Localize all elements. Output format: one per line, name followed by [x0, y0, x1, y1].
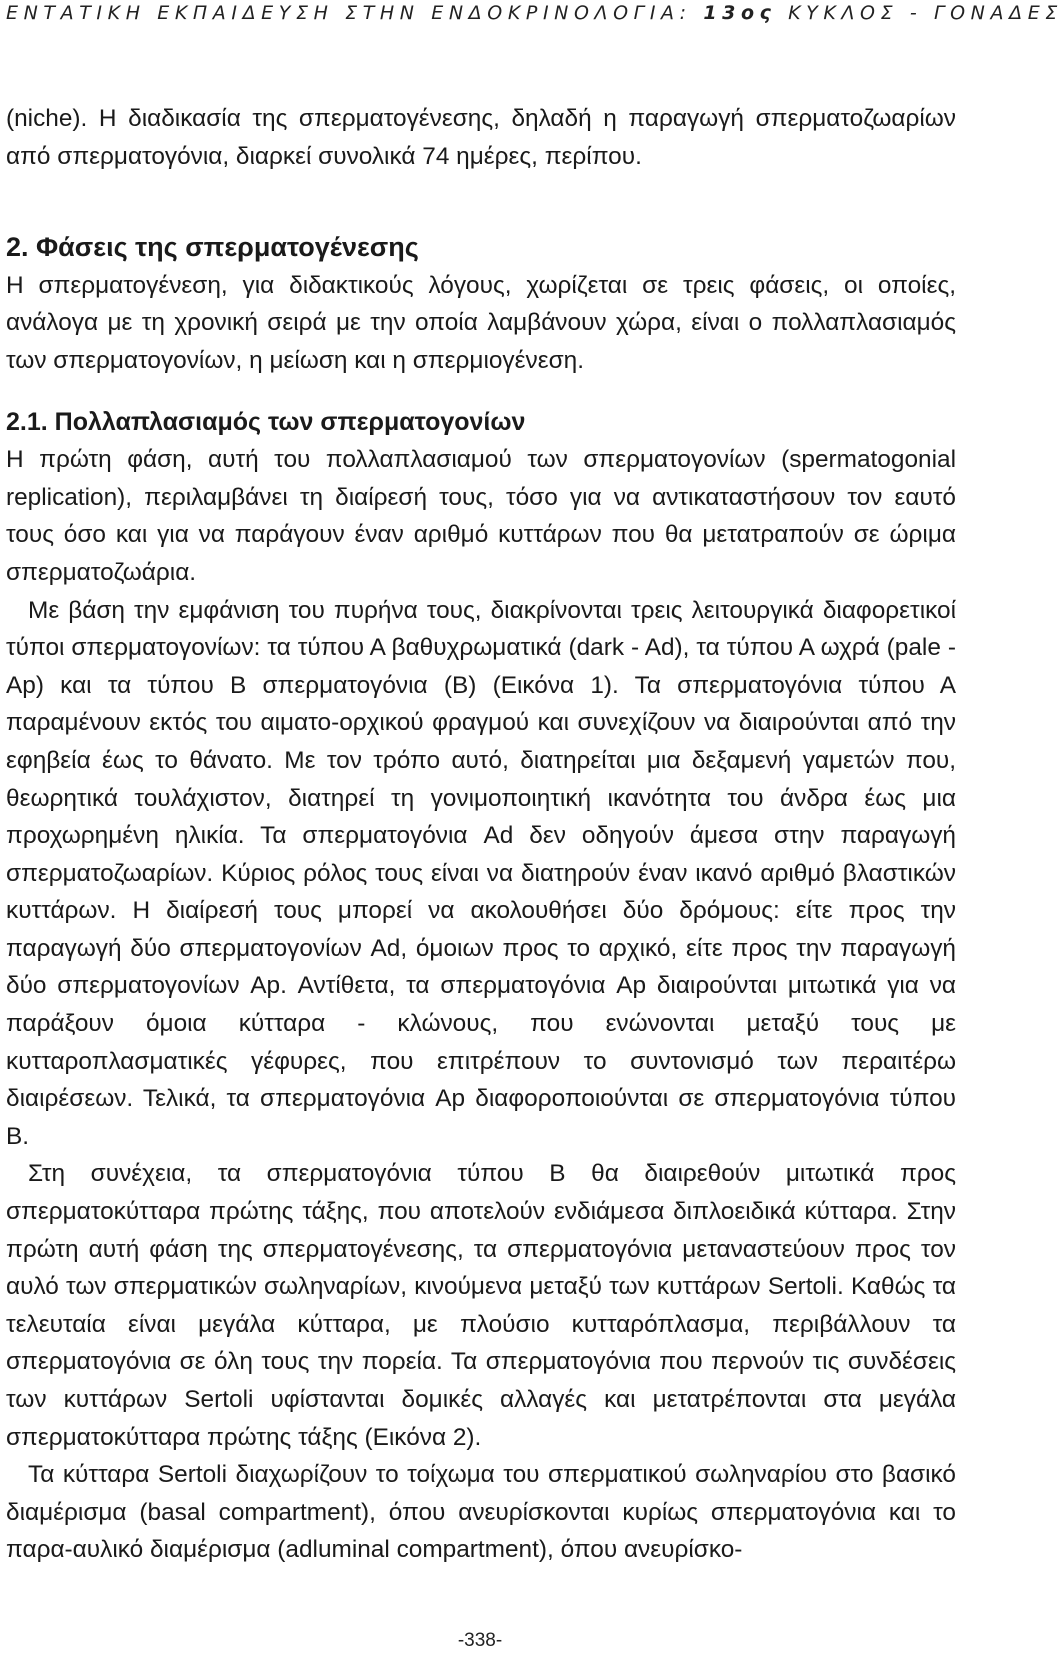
running-header-suffix: ΚΥΚΛΟΣ - ΓΟΝΑΔΕΣ	[776, 2, 1063, 24]
running-header-issue-number: 13ος	[703, 2, 777, 24]
subsection-heading: 2.1. Πολλαπλασιαμός των σπερματογονίων	[6, 407, 526, 436]
running-header-prefix: ΕΝΤΑΤΙΚΗ ΕΚΠΑΙΔΕΥΣΗ ΣΤΗΝ ΕΝΔΟΚΡΙΝΟΛΟΓΙΑ:	[6, 2, 704, 24]
spacer	[6, 380, 956, 404]
body-paragraph-4: Τα κύτταρα Sertoli διαχωρίζουν το τοίχωμα του σπερματικού σωληναρίου στο βασικό διαμέρισμα (basal compartment), όπου ανευρίσκονται κυρίως σπερματογόνια και το παρα-αυλικό διαμέρισμα (adluminal compartment), όπου ανευρίσκο-	[6, 1461, 956, 1564]
page-number: -338-	[457, 1630, 503, 1651]
intro-paragraph: (niche). Η διαδικασία της σπερματογένεσης, δηλαδή η παραγωγή σπερματοζωαρίων από σπερματογόνια, διαρκεί συνολικά 74 ημέρες, περίπου.	[6, 105, 956, 170]
section-paragraph: Η σπερματογένεση, για διδακτικούς λόγους, χωρίζεται σε τρεις φάσεις, οι οποίες, ανάλογα με τη χρονική σειρά με την οποία λαμβάνουν χώρα, είναι ο πολλαπλασιαμός των σπερματογονίων, η μείωση και η σπερμιογένεση.	[6, 271, 956, 374]
body-paragraph-3: Στη συνέχεια, τα σπερματογόνια τύπου Β θα διαιρεθούν μιτωτικά προς σπερματοκύτταρα πρώτης τάξης, που αποτελούν ενδιάμεσα διπλοειδικά κύτταρα. Στην πρώτη αυτή φάση της σπερματογένεσης, τα σπερματογόνια μεταναστεύουν προς τον αυλό των σπερματικών σωληναρίων, κινούμενα μεταξύ των κυττάρων Sertoli. Καθώς τα τελευταία είναι μεγάλα κύτταρα, με πλούσιο κυτταρόπλασμα, περιβάλλουν τα σπερματογόνια σε όλη τους την πορεία. Τα σπερματογόνια που περνούν τις συνδέσεις των κυττάρων Sertoli υφίστανται δομικές αλλαγές και μετατρέπονται στα μεγάλα σπερματοκύτταρα πρώτης τάξης (Εικόνα 2).	[6, 1160, 956, 1451]
spacer	[6, 175, 956, 229]
body-paragraph-2: Με βάση την εμφάνιση του πυρήνα τους, διακρίνονται τρεις λειτουργικά διαφορετικοί τύποι σπερματογονίων: τα τύπου Α βαθυχρωματικά (dark - Ad), τα τύπου Α ωχρά (pale - Ap) και τα τύπου Β σπερματογόνια (Β) (Εικόνα 1). Τα σπερματογόνια τύπου Α παραμένουν εκτός του αιματο-ορχικού φραγμού και συνεχίζουν να διαιρούνται από την εφηβεία έως το θάνατο. Με τον τρόπο αυτό, διατηρείται μια δεξαμενή γαμετών που, θεωρητικά τουλάχιστον, διατηρεί τη γονιμοποιητική ικανότητα του άνδρα έως μια προχωρημένη ηλικία. Τα σπερματογόνια Ad δεν οδηγούν άμεσα στην παραγωγή σπερματοζωαρίων. Κύριος ρόλος τους είναι να διατηρούν έναν ικανό αριθμό βλαστικών κυττάρων. Η διαίρεσή τους μπορεί να ακολουθήσει δύο δρόμους: είτε προς την παραγωγή δύο σπερματογονίων Ad, όμοιων προς το αρχικό, είτε προς την παραγωγή δύο σπερματογονίων Ap. Αντίθετα, τα σπερματογόνια Ap διαιρούνται μιτωτικά για να παράξουν όμοια κύτταρα - κλώνους, που ενώνονται μεταξύ τους με κυτταροπλασματικές γέφυρες, που επιτρέπουν το συντονισμό των περαιτέρω διαιρέσεων. Τελικά, τα σπερματογόνια Ap διαφοροποιούνται σε σπερματογόνια τύπου Β.	[6, 596, 956, 1150]
running-header	[6, 0, 1063, 26]
section-heading: 2. Φάσεις της σπερματογένεσης	[6, 232, 419, 263]
body-paragraph-1: Η πρώτη φάση, αυτή του πολλαπλασιαμού των σπερματογονίων (spermatogonial replication), περιλαμβάνει τη διαίρεσή τους, τόσο για να αντικαταστήσουν τον εαυτό τους όσο και για να παράγουν έναν αριθμό κυττάρων που θα μετατραπούν σε ώριμα σπερματοζωάρια.	[6, 446, 956, 586]
page-body	[6, 100, 956, 1569]
